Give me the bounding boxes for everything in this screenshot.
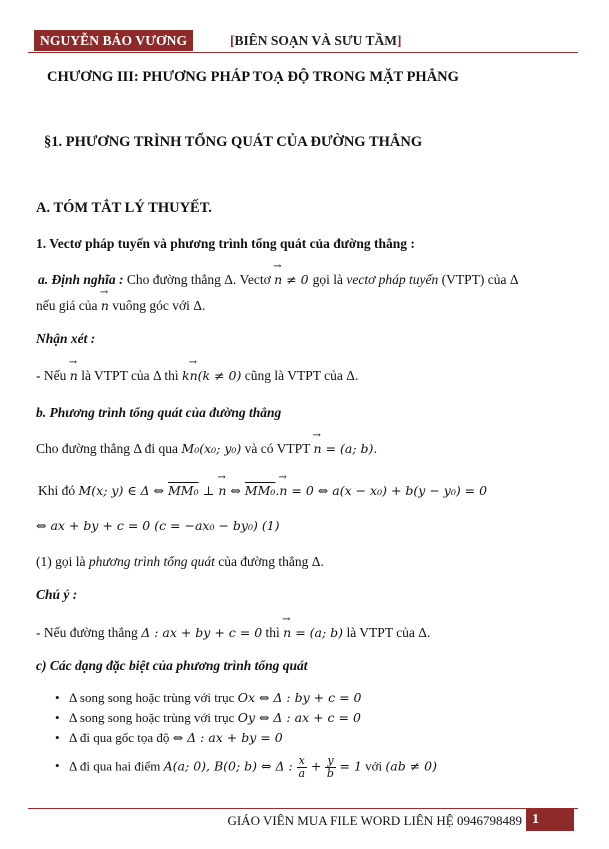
bullet-math: Oy ⇔ Δ : ax + c = 0 bbox=[237, 710, 361, 725]
normal-vector-n: → n bbox=[274, 272, 282, 287]
remark-a: - Nếu bbox=[36, 368, 70, 383]
note-label: Chú ý : bbox=[36, 587, 78, 602]
normal-vector-n: → n bbox=[190, 368, 198, 383]
subheading-b: b. Phương trình tổng quát của đường thẳng bbox=[36, 405, 282, 420]
subheading-c: c) Các dạng đặc biệt của phương trình tổng quát bbox=[36, 658, 308, 673]
summary-heading: A. TÓM TẮT LÝ THUYẾT. bbox=[36, 200, 212, 216]
fraction-x-over-a bbox=[297, 755, 307, 780]
derive-b: M(x; y) ∈ Δ ⇔ bbox=[78, 483, 168, 498]
page-header bbox=[28, 30, 578, 53]
note-c: = (a; b) bbox=[291, 625, 344, 640]
bullet-dot-icon: • bbox=[55, 690, 60, 705]
definition-term: vectơ pháp tuyến bbox=[346, 272, 439, 287]
definition-text3: (VTPT) của Δ bbox=[438, 272, 519, 287]
tagline-text: BIÊN SOẠN VÀ SƯU TẦM bbox=[234, 33, 398, 48]
bullet-dot-icon: • bbox=[55, 730, 60, 745]
derivation-line bbox=[38, 483, 487, 499]
derive-d: ⇔ bbox=[226, 483, 245, 498]
point-m0: M₀(x₀; y₀) bbox=[181, 441, 242, 456]
bullet-text: Δ song song hoặc trùng với trục bbox=[69, 710, 238, 725]
definition-label: a. Định nghĩa : bbox=[38, 272, 124, 287]
fraction-numerator: y bbox=[327, 754, 334, 767]
eq-note-a: (1) gọi là bbox=[36, 554, 89, 569]
eq-note-term: phương trình tổng quát bbox=[88, 554, 215, 569]
equals-one: = 1 bbox=[335, 758, 362, 774]
remark-label: Nhận xét : bbox=[36, 331, 96, 346]
given-c: = (a; b). bbox=[321, 441, 378, 456]
fraction-denominator: a bbox=[298, 767, 306, 780]
note-line bbox=[36, 625, 430, 641]
definition-line-2 bbox=[36, 298, 205, 314]
definition-line2b: vuông góc với Δ. bbox=[108, 298, 206, 313]
definition-text2: gọi là bbox=[312, 272, 347, 287]
bullet-condition: (ab ≠ 0) bbox=[385, 758, 437, 774]
vector-mm0: MM₀ bbox=[244, 483, 276, 498]
given-line bbox=[36, 441, 377, 457]
given-b: và có VTPT bbox=[241, 441, 314, 456]
bullet-item bbox=[55, 710, 361, 726]
derive-f: = 0 ⇔ a(x − x₀) + b(y − y₀) = 0 bbox=[287, 483, 488, 498]
note-a: - Nếu đường thẳng bbox=[36, 625, 142, 640]
definition-line-1 bbox=[38, 272, 519, 288]
vector-mm0: MM₀ bbox=[168, 483, 199, 498]
bullet-item bbox=[55, 730, 283, 746]
author-banner: NGUYỄN BẢO VƯƠNG bbox=[34, 30, 193, 51]
normal-vector-n: → n bbox=[279, 483, 287, 498]
note-eq: Δ : ax + by + c = 0 bbox=[141, 625, 263, 640]
fraction-y-over-b bbox=[325, 755, 335, 780]
bullet-dot-icon: • bbox=[55, 758, 60, 774]
bullet-text: Δ đi qua gốc tọa độ bbox=[69, 730, 173, 745]
given-a: Cho đường thẳng Δ đi qua bbox=[36, 441, 182, 456]
plus-sign: + bbox=[306, 758, 326, 774]
section-title: §1. PHƯƠNG TRÌNH TỔNG QUÁT CỦA ĐƯỜNG THẲNG bbox=[44, 134, 423, 150]
normal-vector-n: → n bbox=[218, 483, 226, 498]
bullet-item bbox=[55, 755, 437, 780]
normal-vector-n: → n bbox=[70, 368, 78, 383]
definition-neq0: ≠ 0 bbox=[282, 272, 313, 287]
bullet-dot-icon: • bbox=[55, 710, 60, 725]
remark-k: k bbox=[182, 368, 190, 383]
remark-condition: (k ≠ 0) bbox=[197, 368, 242, 383]
footer-contact: GIÁO VIÊN MUA FILE WORD LIÊN HỆ 0946798489 bbox=[227, 813, 522, 828]
page-number: 1 bbox=[526, 809, 574, 831]
fraction-numerator: x bbox=[298, 754, 305, 767]
normal-vector-n: → n bbox=[101, 298, 109, 313]
derive-c: ⊥ bbox=[198, 483, 219, 498]
page-footer bbox=[28, 808, 578, 831]
bullet-text: Δ đi qua hai điểm bbox=[69, 758, 164, 774]
normal-vector-n: → n bbox=[314, 441, 322, 456]
tagline-bracket-close: ] bbox=[397, 33, 402, 48]
header-tagline bbox=[230, 30, 402, 51]
bullet-math: ⇔ Δ : ax + by = 0 bbox=[172, 730, 283, 745]
remark-line bbox=[36, 368, 358, 384]
bullet-text: Δ song song hoặc trùng với trục bbox=[69, 690, 238, 705]
eq-note-b: của đường thẳng Δ. bbox=[214, 554, 324, 569]
derive-a: Khi đó bbox=[38, 483, 79, 498]
with-word: với bbox=[361, 758, 386, 774]
equation-line bbox=[36, 518, 280, 534]
chapter-title: CHƯƠNG III: PHƯƠNG PHÁP TOẠ ĐỘ TRONG MẶT PHẲNG bbox=[47, 69, 459, 85]
note-d: là VTPT của Δ. bbox=[343, 625, 431, 640]
equation-note bbox=[36, 554, 324, 570]
remark-d: cũng là VTPT của Δ. bbox=[241, 368, 359, 383]
fraction-denominator: b bbox=[326, 767, 334, 780]
note-b: thì bbox=[262, 625, 284, 640]
definition-text1: Cho đường thẳng Δ. Vectơ bbox=[123, 272, 275, 287]
bullet-item bbox=[55, 690, 361, 706]
remark-b: là VTPT của Δ thì bbox=[77, 368, 182, 383]
normal-vector-n: → n bbox=[283, 625, 291, 640]
derive-e: . bbox=[275, 483, 280, 498]
definition-line2a: nếu giá của bbox=[36, 298, 101, 313]
general-equation: ⇔ ax + by + c = 0 (c = −ax₀ − by₀) (1) bbox=[36, 518, 280, 533]
tagline-bracket-open: [ bbox=[230, 33, 235, 48]
bullet-math: A(a; 0), B(0; b) ⇔ Δ : bbox=[163, 758, 297, 774]
subheading-1: 1. Vectơ pháp tuyến và phương trình tổng quát của đường thẳng : bbox=[36, 236, 415, 251]
bullet-math: Ox ⇔ Δ : by + c = 0 bbox=[237, 690, 362, 705]
